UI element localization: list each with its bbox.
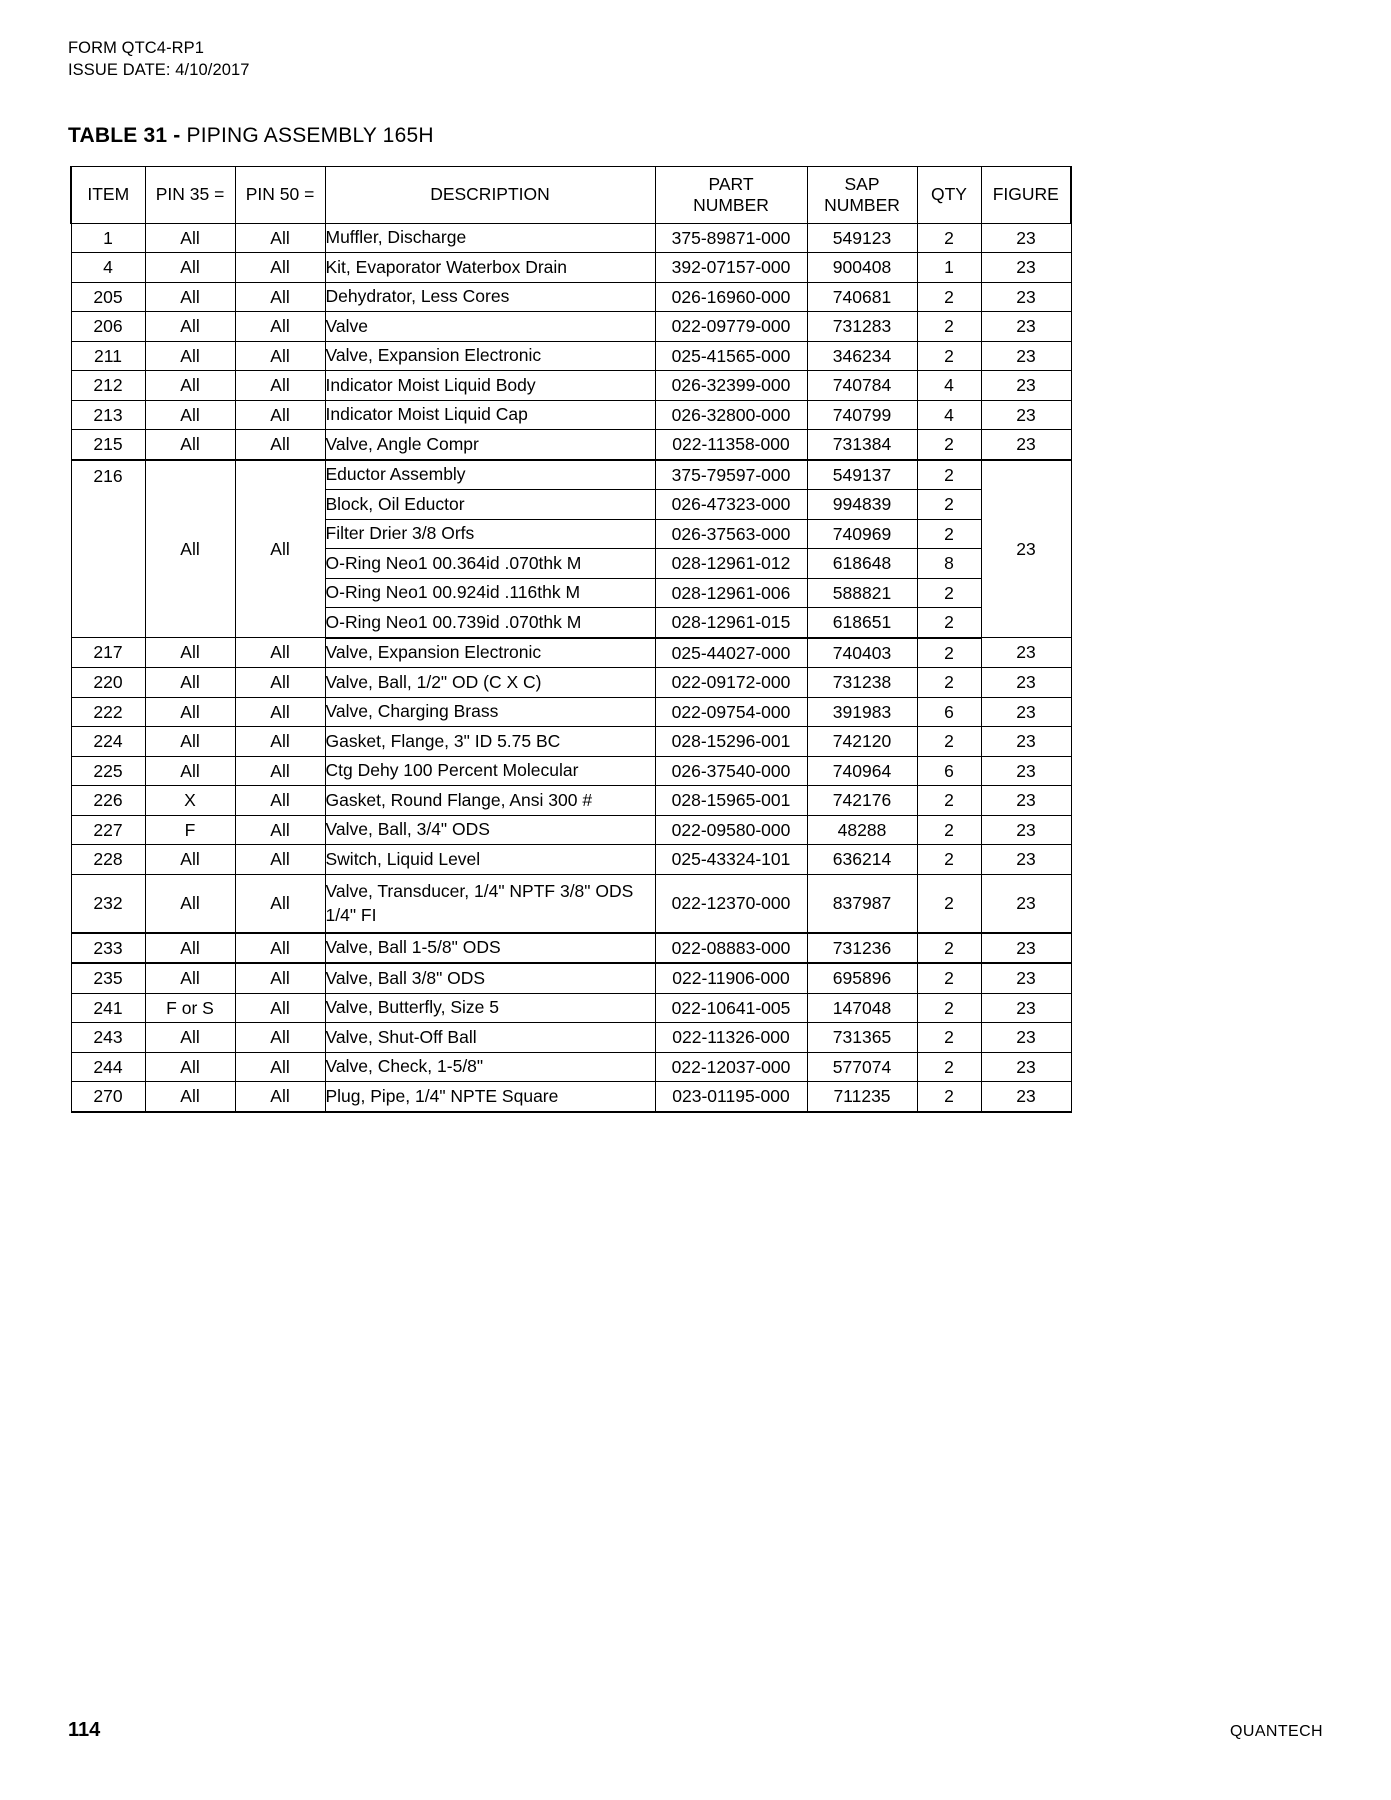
cell-item: 1 (71, 223, 145, 253)
cell-item: 232 (71, 874, 145, 933)
table-row (71, 756, 1071, 786)
cell-qty: 2 (917, 727, 981, 757)
cell-qty: 1 (917, 253, 981, 283)
cell-pin35: All (145, 312, 235, 342)
cell-part-number: 022-11906-000 (655, 963, 807, 993)
column-header-pin50: PIN 50 = (235, 166, 325, 223)
cell-part-number: 026-32399-000 (655, 371, 807, 401)
cell-item: 220 (71, 668, 145, 698)
cell-part-number: 028-12961-012 (655, 549, 807, 579)
cell-pin50: All (235, 845, 325, 875)
cell-qty: 4 (917, 400, 981, 430)
cell-description: Switch, Liquid Level (325, 845, 655, 875)
cell-description: Valve, Ball 3/8" ODS (325, 963, 655, 993)
cell-sap-number: 577074 (807, 1052, 917, 1082)
cell-sap-number: 391983 (807, 697, 917, 727)
cell-pin35: All (145, 1052, 235, 1082)
cell-sap-number: 618651 (807, 608, 917, 638)
table-row (71, 727, 1071, 757)
cell-figure: 23 (981, 223, 1071, 253)
table-row (71, 371, 1071, 401)
table-row (71, 697, 1071, 727)
table-row (71, 993, 1071, 1023)
cell-pin35: All (145, 727, 235, 757)
table-title-label: TABLE 31 - (68, 123, 181, 147)
cell-qty: 2 (917, 1023, 981, 1053)
cell-part-number: 026-37540-000 (655, 756, 807, 786)
cell-pin50: All (235, 312, 325, 342)
cell-figure: 23 (981, 1082, 1071, 1112)
cell-part-number: 025-41565-000 (655, 341, 807, 371)
cell-pin35: All (145, 874, 235, 933)
cell-item: 211 (71, 341, 145, 371)
cell-qty: 2 (917, 874, 981, 933)
cell-qty: 2 (917, 519, 981, 549)
cell-sap-number: 636214 (807, 845, 917, 875)
cell-figure: 23 (981, 430, 1071, 460)
cell-figure: 23 (981, 963, 1071, 993)
cell-part-number: 028-12961-015 (655, 608, 807, 638)
cell-pin50: All (235, 1052, 325, 1082)
cell-pin35: X (145, 786, 235, 816)
cell-sap-number: 549137 (807, 460, 917, 490)
cell-pin50: All (235, 223, 325, 253)
cell-qty: 2 (917, 933, 981, 964)
cell-qty: 2 (917, 430, 981, 460)
cell-pin50: All (235, 933, 325, 964)
cell-figure: 23 (981, 727, 1071, 757)
cell-part-number: 375-79597-000 (655, 460, 807, 490)
cell-pin35: All (145, 845, 235, 875)
cell-part-number: 026-32800-000 (655, 400, 807, 430)
column-header-item: ITEM (71, 166, 145, 223)
table-row (71, 430, 1071, 460)
cell-item: 270 (71, 1082, 145, 1112)
cell-qty: 2 (917, 1082, 981, 1112)
cell-part-number: 026-47323-000 (655, 490, 807, 520)
cell-item: 205 (71, 282, 145, 312)
cell-pin35: All (145, 668, 235, 698)
table-row (71, 786, 1071, 816)
document-header (68, 38, 1323, 82)
cell-sap-number: 588821 (807, 578, 917, 608)
cell-figure: 23 (981, 815, 1071, 845)
cell-sap-number: 837987 (807, 874, 917, 933)
cell-pin35: All (145, 282, 235, 312)
cell-description: Valve, Angle Compr (325, 430, 655, 460)
cell-item: 222 (71, 697, 145, 727)
cell-part-number: 022-08883-000 (655, 933, 807, 964)
cell-sap-number: 731283 (807, 312, 917, 342)
cell-part-number: 022-09779-000 (655, 312, 807, 342)
cell-sap-number: 731384 (807, 430, 917, 460)
cell-figure: 23 (981, 341, 1071, 371)
table-title-name: PIPING ASSEMBLY 165H (186, 123, 434, 147)
cell-figure: 23 (981, 253, 1071, 283)
cell-item: 226 (71, 786, 145, 816)
cell-part-number: 023-01195-000 (655, 1082, 807, 1112)
cell-figure: 23 (981, 1052, 1071, 1082)
cell-qty: 6 (917, 756, 981, 786)
cell-pin50: All (235, 697, 325, 727)
cell-item: 243 (71, 1023, 145, 1053)
cell-pin35: All (145, 963, 235, 993)
cell-sap-number: 711235 (807, 1082, 917, 1112)
cell-description: Muffler, Discharge (325, 223, 655, 253)
cell-item: 213 (71, 400, 145, 430)
cell-part-number: 026-37563-000 (655, 519, 807, 549)
cell-description: Plug, Pipe, 1/4" NPTE Square (325, 1082, 655, 1112)
page-number: 114 (68, 1719, 101, 1741)
cell-pin35: All (145, 1082, 235, 1112)
cell-qty: 2 (917, 460, 981, 490)
cell-pin50: All (235, 993, 325, 1023)
cell-description: O-Ring Neo1 00.739id .070thk M (325, 608, 655, 638)
cell-qty: 2 (917, 1052, 981, 1082)
cell-figure: 23 (981, 460, 1071, 638)
cell-sap-number: 740969 (807, 519, 917, 549)
cell-item: 224 (71, 727, 145, 757)
cell-figure: 23 (981, 845, 1071, 875)
cell-description: Valve, Transducer, 1/4" NPTF 3/8" ODS 1/4" FI (325, 874, 655, 933)
cell-pin35: All (145, 253, 235, 283)
cell-figure: 23 (981, 638, 1071, 668)
cell-figure: 23 (981, 371, 1071, 401)
cell-description: Valve, Ball, 1/2" OD (C X C) (325, 668, 655, 698)
cell-description: Valve, Expansion Electronic (325, 341, 655, 371)
cell-qty: 2 (917, 993, 981, 1023)
cell-sap-number: 731236 (807, 933, 917, 964)
cell-pin50: All (235, 341, 325, 371)
cell-pin50: All (235, 430, 325, 460)
cell-pin50: All (235, 815, 325, 845)
cell-sap-number: 48288 (807, 815, 917, 845)
cell-sap-number: 549123 (807, 223, 917, 253)
cell-sap-number: 618648 (807, 549, 917, 579)
cell-pin35: All (145, 460, 235, 638)
cell-qty: 2 (917, 815, 981, 845)
cell-sap-number: 742120 (807, 727, 917, 757)
table-row (71, 312, 1071, 342)
cell-item: 233 (71, 933, 145, 964)
cell-part-number: 022-11326-000 (655, 1023, 807, 1053)
cell-item: 225 (71, 756, 145, 786)
cell-figure: 23 (981, 933, 1071, 964)
cell-part-number: 022-09754-000 (655, 697, 807, 727)
cell-pin35: All (145, 341, 235, 371)
table-row (71, 341, 1071, 371)
cell-description: Eductor Assembly (325, 460, 655, 490)
table-row (71, 963, 1071, 993)
cell-pin50: All (235, 1023, 325, 1053)
cell-qty: 6 (917, 697, 981, 727)
table-row (71, 874, 1071, 933)
cell-description: Indicator Moist Liquid Cap (325, 400, 655, 430)
cell-description: Valve, Butterfly, Size 5 (325, 993, 655, 1023)
cell-part-number: 022-09172-000 (655, 668, 807, 698)
cell-figure: 23 (981, 1023, 1071, 1053)
table-row (71, 815, 1071, 845)
issue-date: ISSUE DATE: 4/10/2017 (68, 60, 250, 79)
cell-figure: 23 (981, 400, 1071, 430)
cell-qty: 2 (917, 341, 981, 371)
table-row (71, 1052, 1071, 1082)
cell-qty: 2 (917, 668, 981, 698)
cell-pin50: All (235, 371, 325, 401)
cell-description: Valve (325, 312, 655, 342)
cell-pin50: All (235, 1082, 325, 1112)
cell-pin50: All (235, 253, 325, 283)
cell-figure: 23 (981, 874, 1071, 933)
cell-figure: 23 (981, 668, 1071, 698)
cell-description: Kit, Evaporator Waterbox Drain (325, 253, 655, 283)
cell-qty: 2 (917, 608, 981, 638)
cell-sap-number: 740681 (807, 282, 917, 312)
table-row (71, 668, 1071, 698)
cell-pin50: All (235, 400, 325, 430)
cell-description: Gasket, Flange, 3" ID 5.75 BC (325, 727, 655, 757)
cell-pin50: All (235, 786, 325, 816)
cell-pin50: All (235, 874, 325, 933)
cell-qty: 8 (917, 549, 981, 579)
cell-item: 244 (71, 1052, 145, 1082)
cell-part-number: 026-16960-000 (655, 282, 807, 312)
cell-description: Valve, Expansion Electronic (325, 638, 655, 668)
cell-pin50: All (235, 668, 325, 698)
cell-qty: 2 (917, 578, 981, 608)
cell-sap-number: 731365 (807, 1023, 917, 1053)
cell-description: Dehydrator, Less Cores (325, 282, 655, 312)
cell-part-number: 022-12037-000 (655, 1052, 807, 1082)
cell-description: Valve, Charging Brass (325, 697, 655, 727)
cell-figure: 23 (981, 786, 1071, 816)
cell-pin50: All (235, 460, 325, 638)
cell-pin35: All (145, 1023, 235, 1053)
parts-table (70, 166, 1072, 1113)
cell-part-number: 375-89871-000 (655, 223, 807, 253)
cell-description: Ctg Dehy 100 Percent Molecular (325, 756, 655, 786)
cell-part-number: 022-11358-000 (655, 430, 807, 460)
cell-qty: 2 (917, 282, 981, 312)
cell-sap-number: 346234 (807, 341, 917, 371)
table-body (71, 223, 1071, 1112)
cell-description: Valve, Check, 1-5/8" (325, 1052, 655, 1082)
cell-sap-number: 147048 (807, 993, 917, 1023)
cell-description: Block, Oil Eductor (325, 490, 655, 520)
cell-description: Valve, Shut-Off Ball (325, 1023, 655, 1053)
cell-qty: 4 (917, 371, 981, 401)
cell-sap-number: 740784 (807, 371, 917, 401)
table-row (71, 282, 1071, 312)
column-header-pin35: PIN 35 = (145, 166, 235, 223)
cell-pin35: All (145, 933, 235, 964)
column-header-figure: FIGURE (981, 166, 1071, 223)
cell-pin50: All (235, 638, 325, 668)
cell-sap-number: 994839 (807, 490, 917, 520)
table-row (71, 845, 1071, 875)
cell-qty: 2 (917, 638, 981, 668)
table-row (71, 638, 1071, 668)
cell-description: Valve, Ball, 3/4" ODS (325, 815, 655, 845)
cell-item: 217 (71, 638, 145, 668)
column-header-description: DESCRIPTION (325, 166, 655, 223)
cell-description: Indicator Moist Liquid Body (325, 371, 655, 401)
cell-item: 235 (71, 963, 145, 993)
page-footer (68, 1719, 1323, 1742)
cell-pin35: All (145, 430, 235, 460)
cell-pin35: All (145, 400, 235, 430)
cell-item: 4 (71, 253, 145, 283)
cell-description: Filter Drier 3/8 Orfs (325, 519, 655, 549)
cell-pin35: All (145, 638, 235, 668)
table-row (71, 253, 1071, 283)
cell-qty: 2 (917, 490, 981, 520)
cell-figure: 23 (981, 282, 1071, 312)
brand-name: QUANTECH (1230, 1723, 1323, 1740)
cell-pin50: All (235, 282, 325, 312)
cell-qty: 2 (917, 845, 981, 875)
cell-part-number: 028-12961-006 (655, 578, 807, 608)
cell-sap-number: 742176 (807, 786, 917, 816)
cell-item: 228 (71, 845, 145, 875)
table-row (71, 1023, 1071, 1053)
cell-qty: 2 (917, 223, 981, 253)
cell-part-number: 028-15965-001 (655, 786, 807, 816)
cell-pin50: All (235, 727, 325, 757)
cell-item: 216 (71, 460, 145, 638)
cell-sap-number: 740799 (807, 400, 917, 430)
cell-item: 206 (71, 312, 145, 342)
cell-item: 215 (71, 430, 145, 460)
cell-item: 212 (71, 371, 145, 401)
cell-pin35: All (145, 756, 235, 786)
column-header-part-number: PART NUMBER (655, 166, 807, 223)
cell-pin50: All (235, 963, 325, 993)
cell-part-number: 025-44027-000 (655, 638, 807, 668)
table-header (71, 166, 1071, 223)
table-row (71, 223, 1071, 253)
cell-sap-number: 740403 (807, 638, 917, 668)
cell-qty: 2 (917, 312, 981, 342)
column-header-sap-number: SAP NUMBER (807, 166, 917, 223)
cell-pin35: F or S (145, 993, 235, 1023)
form-number: FORM QTC4-RP1 (68, 39, 205, 57)
cell-part-number: 392-07157-000 (655, 253, 807, 283)
cell-sap-number: 731238 (807, 668, 917, 698)
cell-sap-number: 740964 (807, 756, 917, 786)
cell-figure: 23 (981, 312, 1071, 342)
column-header-qty: QTY (917, 166, 981, 223)
cell-part-number: 022-09580-000 (655, 815, 807, 845)
cell-part-number: 022-12370-000 (655, 874, 807, 933)
cell-qty: 2 (917, 786, 981, 816)
cell-pin35: All (145, 371, 235, 401)
cell-pin35: All (145, 223, 235, 253)
cell-description: O-Ring Neo1 00.364id .070thk M (325, 549, 655, 579)
cell-part-number: 022-10641-005 (655, 993, 807, 1023)
cell-sap-number: 695896 (807, 963, 917, 993)
cell-figure: 23 (981, 697, 1071, 727)
cell-description: O-Ring Neo1 00.924id .116thk M (325, 578, 655, 608)
cell-part-number: 028-15296-001 (655, 727, 807, 757)
cell-item: 241 (71, 993, 145, 1023)
cell-qty: 2 (917, 963, 981, 993)
cell-part-number: 025-43324-101 (655, 845, 807, 875)
cell-pin35: All (145, 697, 235, 727)
cell-item: 227 (71, 815, 145, 845)
cell-description: Valve, Ball 1-5/8" ODS (325, 933, 655, 964)
table-header-row (71, 166, 1071, 223)
table-row (71, 933, 1071, 964)
cell-description: Gasket, Round Flange, Ansi 300 # (325, 786, 655, 816)
cell-sap-number: 900408 (807, 253, 917, 283)
cell-figure: 23 (981, 993, 1071, 1023)
cell-figure: 23 (981, 756, 1071, 786)
table-row-group-216 (71, 460, 1071, 490)
table-title (68, 124, 1323, 148)
cell-pin50: All (235, 756, 325, 786)
table-row (71, 1082, 1071, 1112)
table-row (71, 400, 1071, 430)
cell-pin35: F (145, 815, 235, 845)
